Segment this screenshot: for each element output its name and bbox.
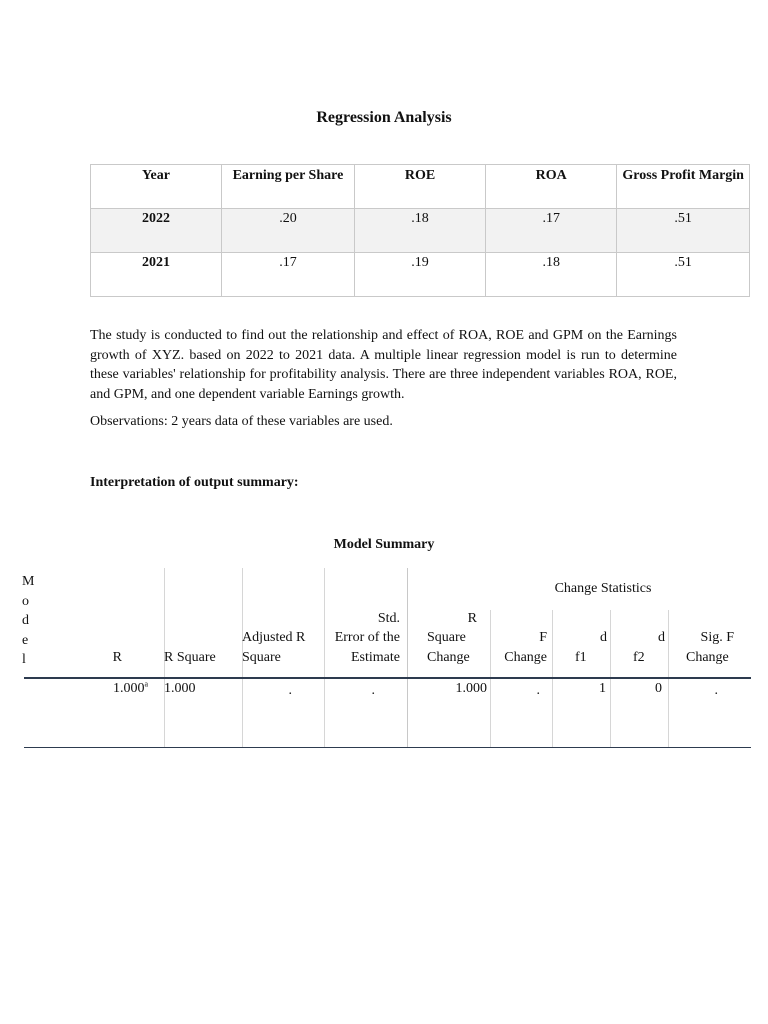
header-df2-line1: d [658,630,665,645]
table-row [91,253,750,297]
value-r-footnote: a [144,679,148,689]
model-label-letter: o [22,593,29,609]
value-r-square: 1.000 [164,681,196,696]
value-sig-f-change: . [714,683,718,698]
header-df1-line2: f1 [575,650,587,665]
header-std-error-line1: Std. [377,611,400,626]
header-roa: ROA [486,165,617,209]
header-sig-f-change-line2: Change [686,650,729,665]
observations-text: Observations: 2 years data of these variables are used. [90,414,393,429]
cell-eps: .20 [221,209,354,253]
header-std-error-line3: Estimate [351,650,400,665]
header-r-square-change-line3: Change [427,650,470,665]
header-sig-f-change-line1: Sig. F [700,630,734,645]
value-r-text: 1.000 [112,681,145,696]
header-adjusted-r-line2: Square [242,650,281,665]
header-gpm: Gross Profit Margin [617,165,750,209]
table-row [91,209,750,253]
model-summary-title: Model Summary [333,537,435,552]
table-header-row [91,165,750,209]
header-df1-line1: d [600,630,607,645]
header-r: R [112,650,122,665]
change-statistics-header: Change Statistics [554,581,652,596]
model-label [22,572,36,670]
header-year: Year [91,165,222,209]
header-df2-line2: f2 [633,650,645,665]
page-title: Regression Analysis [316,109,452,126]
header-roe: ROE [354,165,485,209]
cell-roa: .17 [486,209,617,253]
header-f-change-line1: F [539,630,547,645]
model-label-letter: e [22,632,29,648]
header-adjusted-r-line1: Adjusted R [242,630,306,645]
model-label-letter: M [22,574,35,589]
header-r-square: R Square [164,650,216,665]
cell-roa: .18 [486,253,617,297]
cell-gpm: .51 [617,209,750,253]
model-label-letter: d [22,613,29,628]
header-r-square-change-line2: Square [427,630,466,645]
value-r [40,679,148,698]
value-r-square-change: 1.000 [455,681,487,696]
header-std-error-line2: Error of the [334,630,400,645]
column-divider [407,568,408,748]
financial-data-table [90,164,750,297]
cell-year: 2022 [91,209,222,253]
value-df2: 0 [655,681,662,696]
value-std-error: . [371,683,375,698]
header-eps: Earning per Share [221,165,354,209]
cell-roe: .18 [354,209,485,253]
cell-eps: .17 [221,253,354,297]
header-f-change-line2: Change [504,650,547,665]
model-label-letter: l [22,652,26,667]
study-description-paragraph: The study is conducted to find out the relationship and effect of ROA, ROE and GPM on the Earnings growth of XYZ. based on 2022 to 2021 data. A multiple linear regression model is run to determine these variables' relationship for profitability analysis. There are three independent variables ROA, ROE, and GPM, and one dependent variable Earnings growth. [90,328,677,402]
cell-roe: .19 [354,253,485,297]
bottom-rule [24,747,751,748]
cell-gpm: .51 [617,253,750,297]
cell-year: 2021 [91,253,222,297]
interpretation-heading: Interpretation of output summary: [90,475,299,490]
header-r-square-change-line1: R [467,611,477,626]
value-df1: 1 [599,681,606,696]
value-f-change: . [536,683,540,698]
value-adjusted-r-square: . [288,683,292,698]
